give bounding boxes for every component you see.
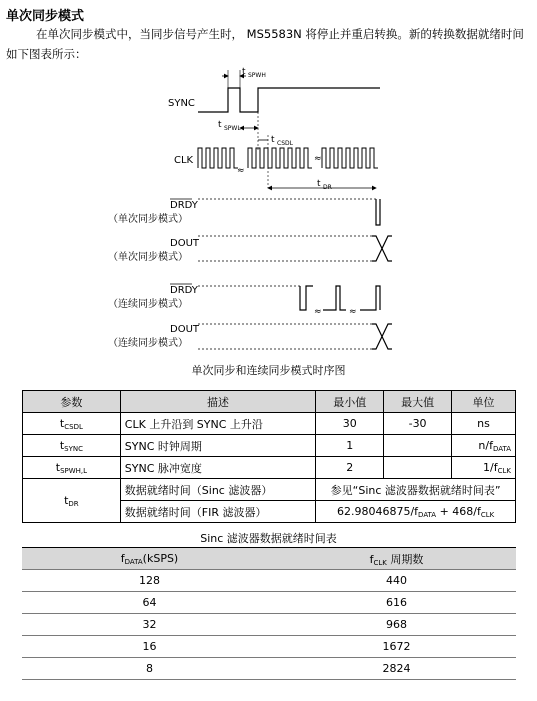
table-row: $t_{SPWH,L}$ SYNC 脉冲宽度 2 $1/f_{CLK}$ — [23, 457, 516, 479]
label-drdy-single: DRDY — [170, 200, 198, 211]
drdy-single-waveform — [376, 199, 380, 225]
sinc-table-caption: Sinc 滤波器数据就绪时间表 — [200, 532, 337, 545]
table-row: 8 2824 — [22, 658, 516, 680]
col-header-min: 最小值 — [316, 391, 384, 413]
label-mode-cont-2: （连续同步模式） — [108, 338, 188, 349]
svg-text:DR: DR — [323, 184, 332, 191]
label-mode-cont-1: （连续同步模式） — [108, 299, 188, 310]
col-header-max: 最大值 — [384, 391, 452, 413]
svg-text:≈: ≈ — [314, 154, 322, 164]
timing-diagram — [0, 60, 537, 365]
svg-text:SPWH: SPWH — [248, 72, 266, 79]
label-dout-single: DOUT — [170, 238, 199, 249]
section-heading: 单次同步模式 — [6, 9, 85, 24]
svg-text:≈: ≈ — [314, 307, 322, 317]
label-sync: SYNC — [168, 98, 195, 109]
label-mode-single-1: （单次同步模式） — [108, 214, 188, 225]
diagram-caption: 单次同步和连续同步模式时序图 — [191, 364, 346, 377]
label-drdy-cont: DRDY — [170, 285, 198, 296]
table-row: $t_{DR}$ 数据就绪时间（Sinc 滤波器） 参见“Sinc 滤波器数据就绪时间表” — [23, 479, 516, 501]
table-row: 数据就绪时间（FIR 滤波器） $62.98046875/f_{DATA} + 468/f_{CLK}$ — [23, 501, 516, 523]
col-header-desc: 描述 — [120, 391, 315, 413]
svg-text:SPWL: SPWL — [224, 125, 241, 132]
table-row: 64 616 — [22, 592, 516, 614]
table-row: 32 968 — [22, 614, 516, 636]
svg-text:t: t — [271, 135, 275, 145]
label-clk: CLK — [174, 155, 194, 166]
sinc-ready-time-table: $f_{DATA}(kSPS)$ $f_{CLK}$ 周期数 128 440 64 616 32 968 16 1672 8 2824 — [22, 547, 516, 680]
drdy-cont-waveform — [300, 286, 313, 310]
sync-waveform — [198, 88, 380, 112]
table-row: $t_{CSDL}$ CLK 上升沿到 SYNC 上升沿 30 -30 ns — [23, 413, 516, 435]
clk-waveform — [198, 148, 378, 168]
svg-text:≈: ≈ — [349, 307, 357, 317]
table-row: 128 440 — [22, 570, 516, 592]
table-row: $t_{SYNC}$ SYNC 时钟周期 1 $n/f_{DATA}$ — [23, 435, 516, 457]
svg-text:t: t — [242, 67, 246, 77]
timing-parameter-table — [22, 390, 516, 523]
col-header-param: 参数 — [23, 391, 121, 413]
svg-text:CSDL: CSDL — [277, 140, 293, 147]
table-row: 16 1672 — [22, 636, 516, 658]
svg-text:t: t — [317, 179, 321, 189]
label-mode-single-2: （单次同步模式） — [108, 252, 188, 263]
svg-text:t: t — [218, 120, 222, 130]
label-dout-cont: DOUT — [170, 324, 199, 335]
intro-paragraph: 在单次同步模式中，当同步信号产生时， MS5583N 将停止并重启转换。新的转换数据就绪时间如下图表所示： — [6, 27, 524, 61]
svg-text:≈: ≈ — [237, 166, 245, 176]
col-header-unit: 单位 — [452, 391, 516, 413]
